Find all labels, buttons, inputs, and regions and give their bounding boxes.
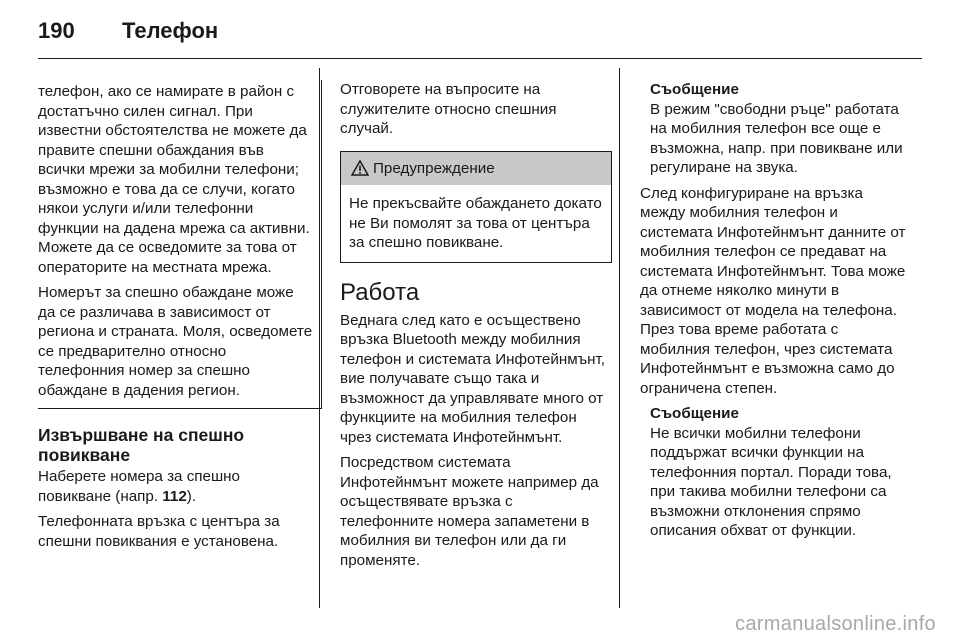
column-3 — [640, 80, 908, 547]
page-title: Телефон — [122, 18, 219, 43]
header-rule — [38, 58, 922, 59]
note-2-text: Не всички мобилни телефони поддържат всички функции на телефонния портал. Поради това, при такива мобилни телефони са възможни отклонения спрямо описания обхват от функции. — [650, 424, 892, 539]
note-1-title: Съобщение — [650, 81, 739, 98]
operation-paragraph-1: Веднага след като е осъществено връзка Bluetooth между мобилния телефон и системата Инфотейнмънт, вие получавате също така и възможност да управлявате много от функциите на мобилния телефон чрез системата Инфотейнмънт. — [340, 311, 606, 446]
continued-box — [38, 80, 322, 409]
page-header — [38, 18, 218, 48]
warning-triangle-icon — [351, 160, 369, 176]
box-paragraph-1: телефон, ако се намирате в район с достатъчно силен сигнал. При известни обстоятелства не можете да правите спешни обаждания във всички мрежи за мобилни телефони; възможно е това да се случи, когато някои услуги и/или телефонни функции на дадена мрежа са активни. Можете да се осведомите за това от операторите на местната мрежа. — [38, 83, 310, 276]
warning-title: Предупреждение — [373, 159, 495, 177]
emergency-call-paragraph-1: Наберете номера за спешно повикване (напр. 112). — [38, 468, 240, 505]
page-number: 190 — [38, 18, 75, 43]
note-2-title: Съобщение — [650, 405, 739, 422]
note-1-text: В режим "свободни ръце" работата на мобилния телефон все още е възможна, напр. при повикване или регулиране на звука. — [650, 100, 903, 176]
box-paragraph-2: Номерът за спешно обаждане може да се различава в зависимост от региона и страната. Моля, осведомете се предварително относно телефонния номер за спешно обаждане в дадения регион. — [38, 284, 313, 399]
emergency-call-paragraph-2: Телефонната връзка с центъра за спешни повиквания е установена. — [38, 513, 280, 550]
answer-questions-paragraph: Отговорете на въпросите на служителите относно спешния случай. — [340, 81, 557, 137]
emergency-number: 112 — [162, 487, 187, 505]
emergency-call-heading: Извършване на спешно повикване — [38, 425, 245, 465]
watermark: carmanualsonline.info — [735, 613, 936, 635]
warning-header — [341, 152, 611, 186]
warning-text: Не прекъсвайте обаждането докато не Ви помолят за това от центъра за спешно повикване. — [349, 195, 602, 251]
column-2 — [340, 80, 606, 576]
configuration-paragraph: След конфигуриране на връзка между мобилния телефон и системата Инфотейнмънт данните от мобилния телефон се предават на системата Инфотейнмънт. Това може да отнеме няколко минути в зависимост от модела на телефона. През това време работата с мобилния телефон, чрез системата Инфотейнмънт е възможна само до ограничена степен. — [640, 184, 906, 397]
column-divider-2 — [619, 68, 620, 608]
column-1 — [38, 80, 313, 557]
operation-heading: Работа — [340, 278, 420, 306]
operation-paragraph-2: Посредством системата Инфотейнмънт можете например да осъществявате връзка с телефонните номера запаметени в мобилния ви телефон или да ги променяте. — [340, 454, 599, 569]
warning-box — [340, 151, 612, 263]
